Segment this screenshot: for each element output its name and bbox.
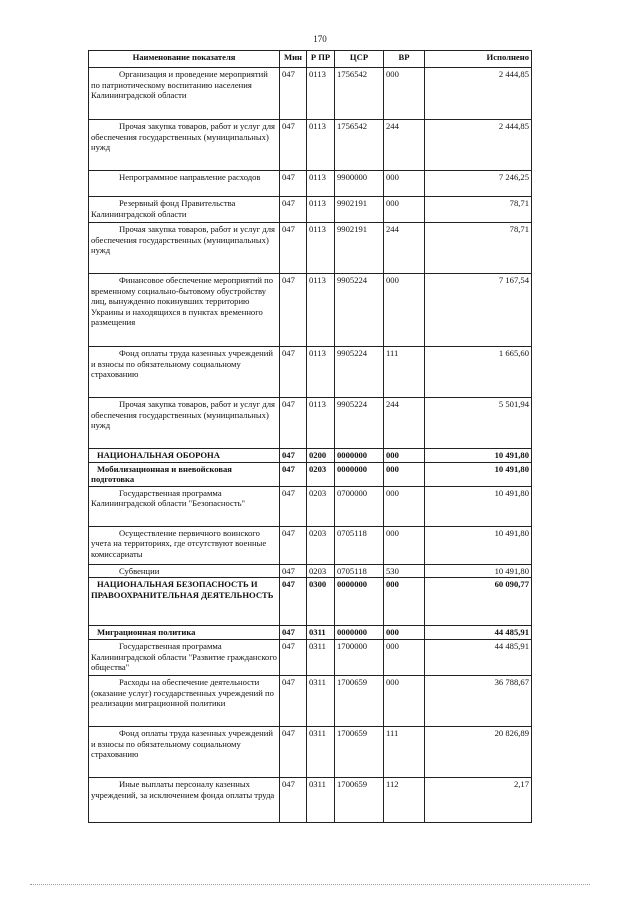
table-row <box>89 197 532 223</box>
row-vr-cell: 000 <box>384 626 425 640</box>
row-name-cell: Резервный фонд Правительства Калининградской области <box>89 197 280 223</box>
row-vr-cell: 111 <box>384 726 425 777</box>
header-vr: ВР <box>384 51 425 68</box>
row-name-cell: Финансовое обеспечение мероприятий по временному социально-бытовому обустройству лиц, вынужденно покинувших территорию Украины и находящихся в пунктах временного размещения <box>89 274 280 347</box>
row-sum-cell: 10 491,80 <box>425 449 532 463</box>
row-vr-cell: 000 <box>384 526 425 564</box>
header-csr: ЦСР <box>335 51 384 68</box>
row-sum-cell: 10 491,80 <box>425 486 532 526</box>
row-vr-cell: 244 <box>384 398 425 449</box>
row-sum-cell: 10 491,80 <box>425 564 532 578</box>
row-csr-cell: 1700659 <box>335 675 384 726</box>
table-row <box>89 675 532 726</box>
row-name-cell: Государственная программа Калининградской области "Безопасность" <box>89 486 280 526</box>
row-csr-cell: 9900000 <box>335 171 384 197</box>
row-min-cell: 047 <box>280 486 307 526</box>
row-rpr-cell: 0113 <box>307 398 335 449</box>
row-rpr-cell: 0113 <box>307 197 335 223</box>
table-row <box>89 526 532 564</box>
row-rpr-cell: 0113 <box>307 347 335 398</box>
row-rpr-cell: 0311 <box>307 639 335 675</box>
row-min-cell: 047 <box>280 626 307 640</box>
table-header-row <box>89 51 532 68</box>
row-name-cell: Организация и проведение мероприятий по патриотическому воспитанию населения Калининградской области <box>89 68 280 120</box>
row-vr-cell: 000 <box>384 639 425 675</box>
row-vr-cell: 112 <box>384 777 425 822</box>
row-name-cell: Мобилизационная и вневойсковая подготовка <box>89 462 280 486</box>
page-number: 170 <box>313 34 327 44</box>
row-min-cell: 047 <box>280 171 307 197</box>
header-sum: Исполнено <box>425 51 532 68</box>
table-row <box>89 347 532 398</box>
row-name-cell: Расходы на обеспечение деятельности (оказание услуг) государственных учреждений по реализации миграционной политики <box>89 675 280 726</box>
row-sum-cell: 10 491,80 <box>425 462 532 486</box>
row-min-cell: 047 <box>280 274 307 347</box>
header-min: Мин <box>280 51 307 68</box>
row-rpr-cell: 0113 <box>307 274 335 347</box>
row-sum-cell: 1 665,60 <box>425 347 532 398</box>
row-min-cell: 047 <box>280 726 307 777</box>
row-rpr-cell: 0311 <box>307 777 335 822</box>
row-csr-cell: 0000000 <box>335 449 384 463</box>
row-min-cell: 047 <box>280 526 307 564</box>
row-rpr-cell: 0113 <box>307 120 335 171</box>
row-sum-cell: 78,71 <box>425 197 532 223</box>
row-min-cell: 047 <box>280 197 307 223</box>
row-min-cell: 047 <box>280 68 307 120</box>
row-rpr-cell: 0203 <box>307 486 335 526</box>
table-row <box>89 626 532 640</box>
row-min-cell: 047 <box>280 449 307 463</box>
row-rpr-cell: 0113 <box>307 223 335 274</box>
row-name-cell: НАЦИОНАЛЬНАЯ БЕЗОПАСНОСТЬ И ПРАВООХРАНИТЕЛЬНАЯ ДЕЯТЕЛЬНОСТЬ <box>89 578 280 626</box>
row-sum-cell: 7 167,54 <box>425 274 532 347</box>
row-csr-cell: 0705118 <box>335 564 384 578</box>
row-vr-cell: 000 <box>384 675 425 726</box>
row-rpr-cell: 0113 <box>307 68 335 120</box>
row-name-cell: НАЦИОНАЛЬНАЯ ОБОРОНА <box>89 449 280 463</box>
row-rpr-cell: 0200 <box>307 449 335 463</box>
row-csr-cell: 9902191 <box>335 223 384 274</box>
header-rpr: Р ПР <box>307 51 335 68</box>
row-min-cell: 047 <box>280 462 307 486</box>
row-csr-cell: 0000000 <box>335 626 384 640</box>
row-csr-cell: 9905224 <box>335 398 384 449</box>
table-row <box>89 449 532 463</box>
row-csr-cell: 0000000 <box>335 578 384 626</box>
row-csr-cell: 9905224 <box>335 274 384 347</box>
row-sum-cell: 60 090,77 <box>425 578 532 626</box>
scan-artifact-line <box>30 884 590 886</box>
row-vr-cell: 244 <box>384 223 425 274</box>
row-vr-cell: 000 <box>384 171 425 197</box>
row-name-cell: Фонд оплаты труда казенных учреждений и взносы по обязательному социальному страхованию <box>89 726 280 777</box>
row-vr-cell: 000 <box>384 68 425 120</box>
row-sum-cell: 2 444,85 <box>425 120 532 171</box>
row-sum-cell: 10 491,80 <box>425 526 532 564</box>
table-row <box>89 171 532 197</box>
row-rpr-cell: 0203 <box>307 526 335 564</box>
row-min-cell: 047 <box>280 564 307 578</box>
header-name: Наименование показателя <box>89 51 280 68</box>
row-min-cell: 047 <box>280 777 307 822</box>
row-vr-cell: 000 <box>384 578 425 626</box>
row-sum-cell: 36 788,67 <box>425 675 532 726</box>
row-sum-cell: 20 826,89 <box>425 726 532 777</box>
row-min-cell: 047 <box>280 120 307 171</box>
row-vr-cell: 244 <box>384 120 425 171</box>
row-csr-cell: 1756542 <box>335 68 384 120</box>
row-csr-cell: 1700659 <box>335 777 384 822</box>
row-rpr-cell: 0300 <box>307 578 335 626</box>
row-name-cell: Прочая закупка товаров, работ и услуг для обеспечения государственных (муниципальных) нужд <box>89 120 280 171</box>
row-name-cell: Прочая закупка товаров, работ и услуг для обеспечения государственных (муниципальных) нужд <box>89 223 280 274</box>
row-vr-cell: 000 <box>384 274 425 347</box>
row-name-cell: Субвенции <box>89 564 280 578</box>
row-vr-cell: 000 <box>384 197 425 223</box>
row-name-cell: Миграционная политика <box>89 626 280 640</box>
table-row <box>89 398 532 449</box>
row-rpr-cell: 0113 <box>307 171 335 197</box>
row-name-cell: Непрограммное направление расходов <box>89 171 280 197</box>
table-row <box>89 564 532 578</box>
row-vr-cell: 530 <box>384 564 425 578</box>
row-name-cell: Фонд оплаты труда казенных учреждений и взносы по обязательному социальному страхованию <box>89 347 280 398</box>
table-row <box>89 223 532 274</box>
row-min-cell: 047 <box>280 398 307 449</box>
row-sum-cell: 44 485,91 <box>425 639 532 675</box>
row-min-cell: 047 <box>280 578 307 626</box>
row-csr-cell: 0705118 <box>335 526 384 564</box>
row-min-cell: 047 <box>280 347 307 398</box>
row-vr-cell: 000 <box>384 486 425 526</box>
row-rpr-cell: 0311 <box>307 675 335 726</box>
table-row <box>89 639 532 675</box>
table-row <box>89 68 532 120</box>
row-sum-cell: 44 485,91 <box>425 626 532 640</box>
row-vr-cell: 000 <box>384 449 425 463</box>
row-rpr-cell: 0203 <box>307 462 335 486</box>
row-rpr-cell: 0311 <box>307 726 335 777</box>
row-csr-cell: 1700659 <box>335 726 384 777</box>
row-name-cell: Иные выплаты персоналу казенных учреждений, за исключением фонда оплаты труда <box>89 777 280 822</box>
table-row <box>89 274 532 347</box>
row-rpr-cell: 0311 <box>307 626 335 640</box>
table-row <box>89 777 532 822</box>
row-csr-cell: 9905224 <box>335 347 384 398</box>
row-name-cell: Осуществление первичного воинского учета на территориях, где отсутствуют военные комиссариаты <box>89 526 280 564</box>
table-row <box>89 578 532 626</box>
row-vr-cell: 000 <box>384 462 425 486</box>
row-csr-cell: 0700000 <box>335 486 384 526</box>
row-min-cell: 047 <box>280 639 307 675</box>
row-sum-cell: 78,71 <box>425 223 532 274</box>
row-name-cell: Государственная программа Калининградской области "Развитие гражданского общества" <box>89 639 280 675</box>
row-min-cell: 047 <box>280 675 307 726</box>
row-csr-cell: 1756542 <box>335 120 384 171</box>
row-sum-cell: 2 444,85 <box>425 68 532 120</box>
table-row <box>89 120 532 171</box>
row-sum-cell: 2,17 <box>425 777 532 822</box>
row-min-cell: 047 <box>280 223 307 274</box>
row-sum-cell: 7 246,25 <box>425 171 532 197</box>
table-row <box>89 486 532 526</box>
table-row <box>89 462 532 486</box>
row-csr-cell: 9902191 <box>335 197 384 223</box>
table-row <box>89 726 532 777</box>
budget-table <box>88 50 532 823</box>
row-vr-cell: 111 <box>384 347 425 398</box>
row-sum-cell: 5 501,94 <box>425 398 532 449</box>
row-name-cell: Прочая закупка товаров, работ и услуг для обеспечения государственных (муниципальных) нужд <box>89 398 280 449</box>
row-csr-cell: 1700000 <box>335 639 384 675</box>
row-rpr-cell: 0203 <box>307 564 335 578</box>
row-csr-cell: 0000000 <box>335 462 384 486</box>
